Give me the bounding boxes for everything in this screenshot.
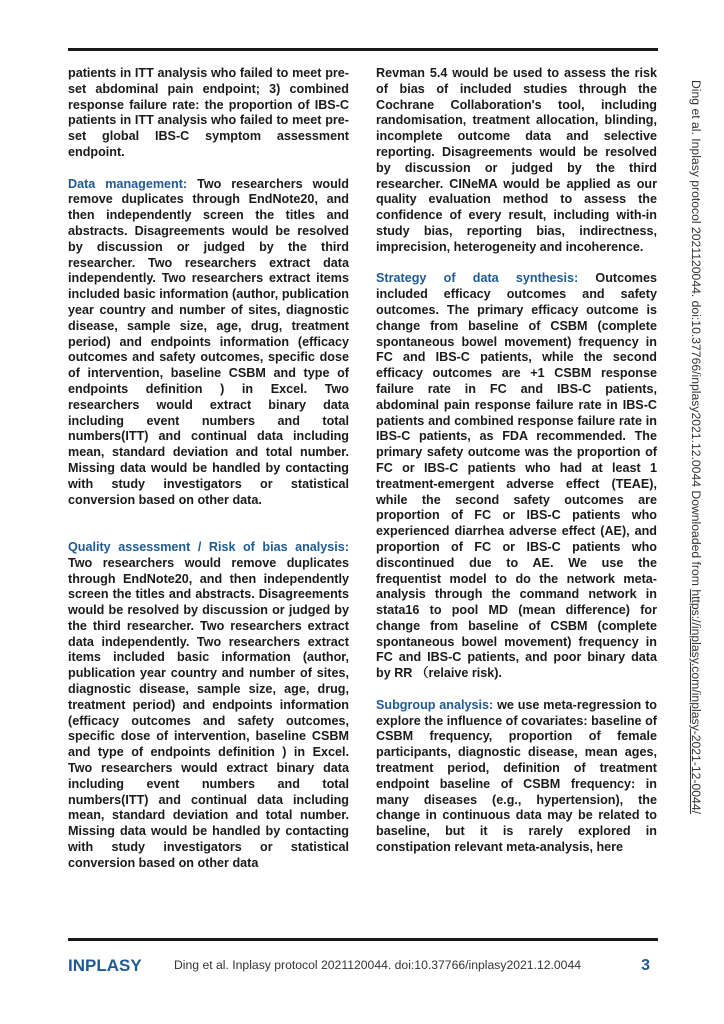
heading-strategy: Strategy of data synthesis: xyxy=(376,271,579,286)
page-number: 3 xyxy=(641,957,650,974)
side-notice-text: Ding et al. Inplasy protocol 2021120044. doi:10.37766/inplasy2021.12.0044 Downloaded from xyxy=(689,80,703,590)
right-column xyxy=(376,66,657,856)
header-rule xyxy=(68,48,658,51)
section-subgroup-analysis xyxy=(376,698,657,856)
heading-subgroup: Subgroup analysis: xyxy=(376,697,494,712)
body-subgroup: we use meta-regression to explore the influence of covariates: baseline of CSBM frequency, proportion of female participants, diagnostic disease, mean ages, treatment period, definition of treatment endpoint baseline of CSBM frequency: in many diseases (e.g., hypertension), the change in continuous data may be related to baseline, but it is rarely explored in constipation relevant meta-analysis, here xyxy=(376,697,657,855)
section-strategy-data-synthesis xyxy=(376,271,657,682)
page-footer xyxy=(68,956,658,980)
heading-quality-assessment: Quality assessment / Risk of bias analysis: xyxy=(68,539,349,554)
footer-rule xyxy=(68,938,658,941)
paragraph-endpoints-continued: patients in ITT analysis who failed to meet pre-set abdominal pain endpoint; 3) combined response failure rate: the proportion of IBS-C patients in ITT analysis who failed to meet pre-set global IBS-C symptom assessment endpoint. xyxy=(68,66,349,159)
section-quality-assessment xyxy=(68,540,349,872)
body-quality-assessment: Two researchers would remove duplicates through EndNote20, and then independently screen the titles and abstracts. Disagreements would be resolved by discussion or judged by the third researcher. Two researchers extract data independently. Two researchers extract items included basic information (author, publication year country and number of sites, diagnostic disease, sample size, age, drug, treatment period) and endpoints information (efficacy outcomes and safety outcomes, specific dose of intervention, baseline CSBM and type of endpoints definition ) in Excel. Two researchers would extract binary data including event numbers and total numbers(ITT) and continual data including mean, standard deviation and total number. Missing data would be handled by contacting with study investigators or statistical conversion based on other data xyxy=(68,555,349,870)
left-column xyxy=(68,66,349,872)
footer-citation: Ding et al. Inplasy protocol 2021120044. doi:10.37766/inplasy2021.12.0044 xyxy=(174,958,582,972)
body-strategy: Outcomes included efficacy outcomes and safety outcomes. The primary efficacy outcome is change from baseline of CSBM (complete spontaneous bowel movement) frequency in FC and IBS-C patients, while the second efficacy outcomes are +1 CSBM response failure rate in FC and IBS-C patients, abdominal pain response failure rate in IBS-C patients and combined response failure rate in IBS-C patients, as FDA recommended. The primary safety outcome was the proportion of FC or IBS-C patients who had at least 1 treatment-emergent adverse effect (TEAE), while the second safety outcomes are proportion of FC or IBS-C patients who experienced diarrhea adverse effect (AE), and proportion of FC or IBS-C patients who discontinued due to AE. We use the frequentist model to do the network meta-analysis through the command network in stata16 to pool MD (mean difference) for change from baseline of CSBM (complete spontaneous bowel movement) frequency in FC and IBS-C patients, and poor binary data by RR （relaive risk). xyxy=(376,271,657,681)
side-download-notice xyxy=(688,80,704,980)
body-data-management: Two researchers would remove duplicates through EndNote20, and then independently screen the titles and abstracts. Disagreements would be resolved by discussion or judged by the third researcher. Two researchers extract data independently. Two researchers extract items included basic information (author, publication year country and number of sites, diagnostic disease, sample size, age, drug, treatment period) and endpoints information (efficacy outcomes and safety outcomes, specific dose of intervention, baseline CSBM and type of endpoints definition ) in Excel. Two researchers would extract binary data including event numbers and total numbers(ITT) and continual data including mean, standard deviation and total number. Missing data would be handled by contacting with study investigators or statistical conversion based on other data. xyxy=(68,176,349,507)
section-data-management xyxy=(68,177,349,509)
heading-data-management: Data management: xyxy=(68,176,188,191)
journal-logo: INPLASY xyxy=(68,956,142,975)
side-download-link[interactable]: https://inplasy.com/inplasy-2021-12-0044/ xyxy=(689,589,703,815)
paragraph-risk-of-bias: Revman 5.4 would be used to assess the risk of bias of included studies through the Cochrane Collaboration's tool, including randomisation, treatment allocation, blinding, incomplete outcome data and selective reporting. Disagreements would be resolved by discussion or judged by the third researcher. CINeMA would be applied as our quality evaluation method to assess the confidence of every result, including with-in study bias, reporting bias, indirectness, imprecision, heterogeneity and incoherence. xyxy=(376,66,657,254)
